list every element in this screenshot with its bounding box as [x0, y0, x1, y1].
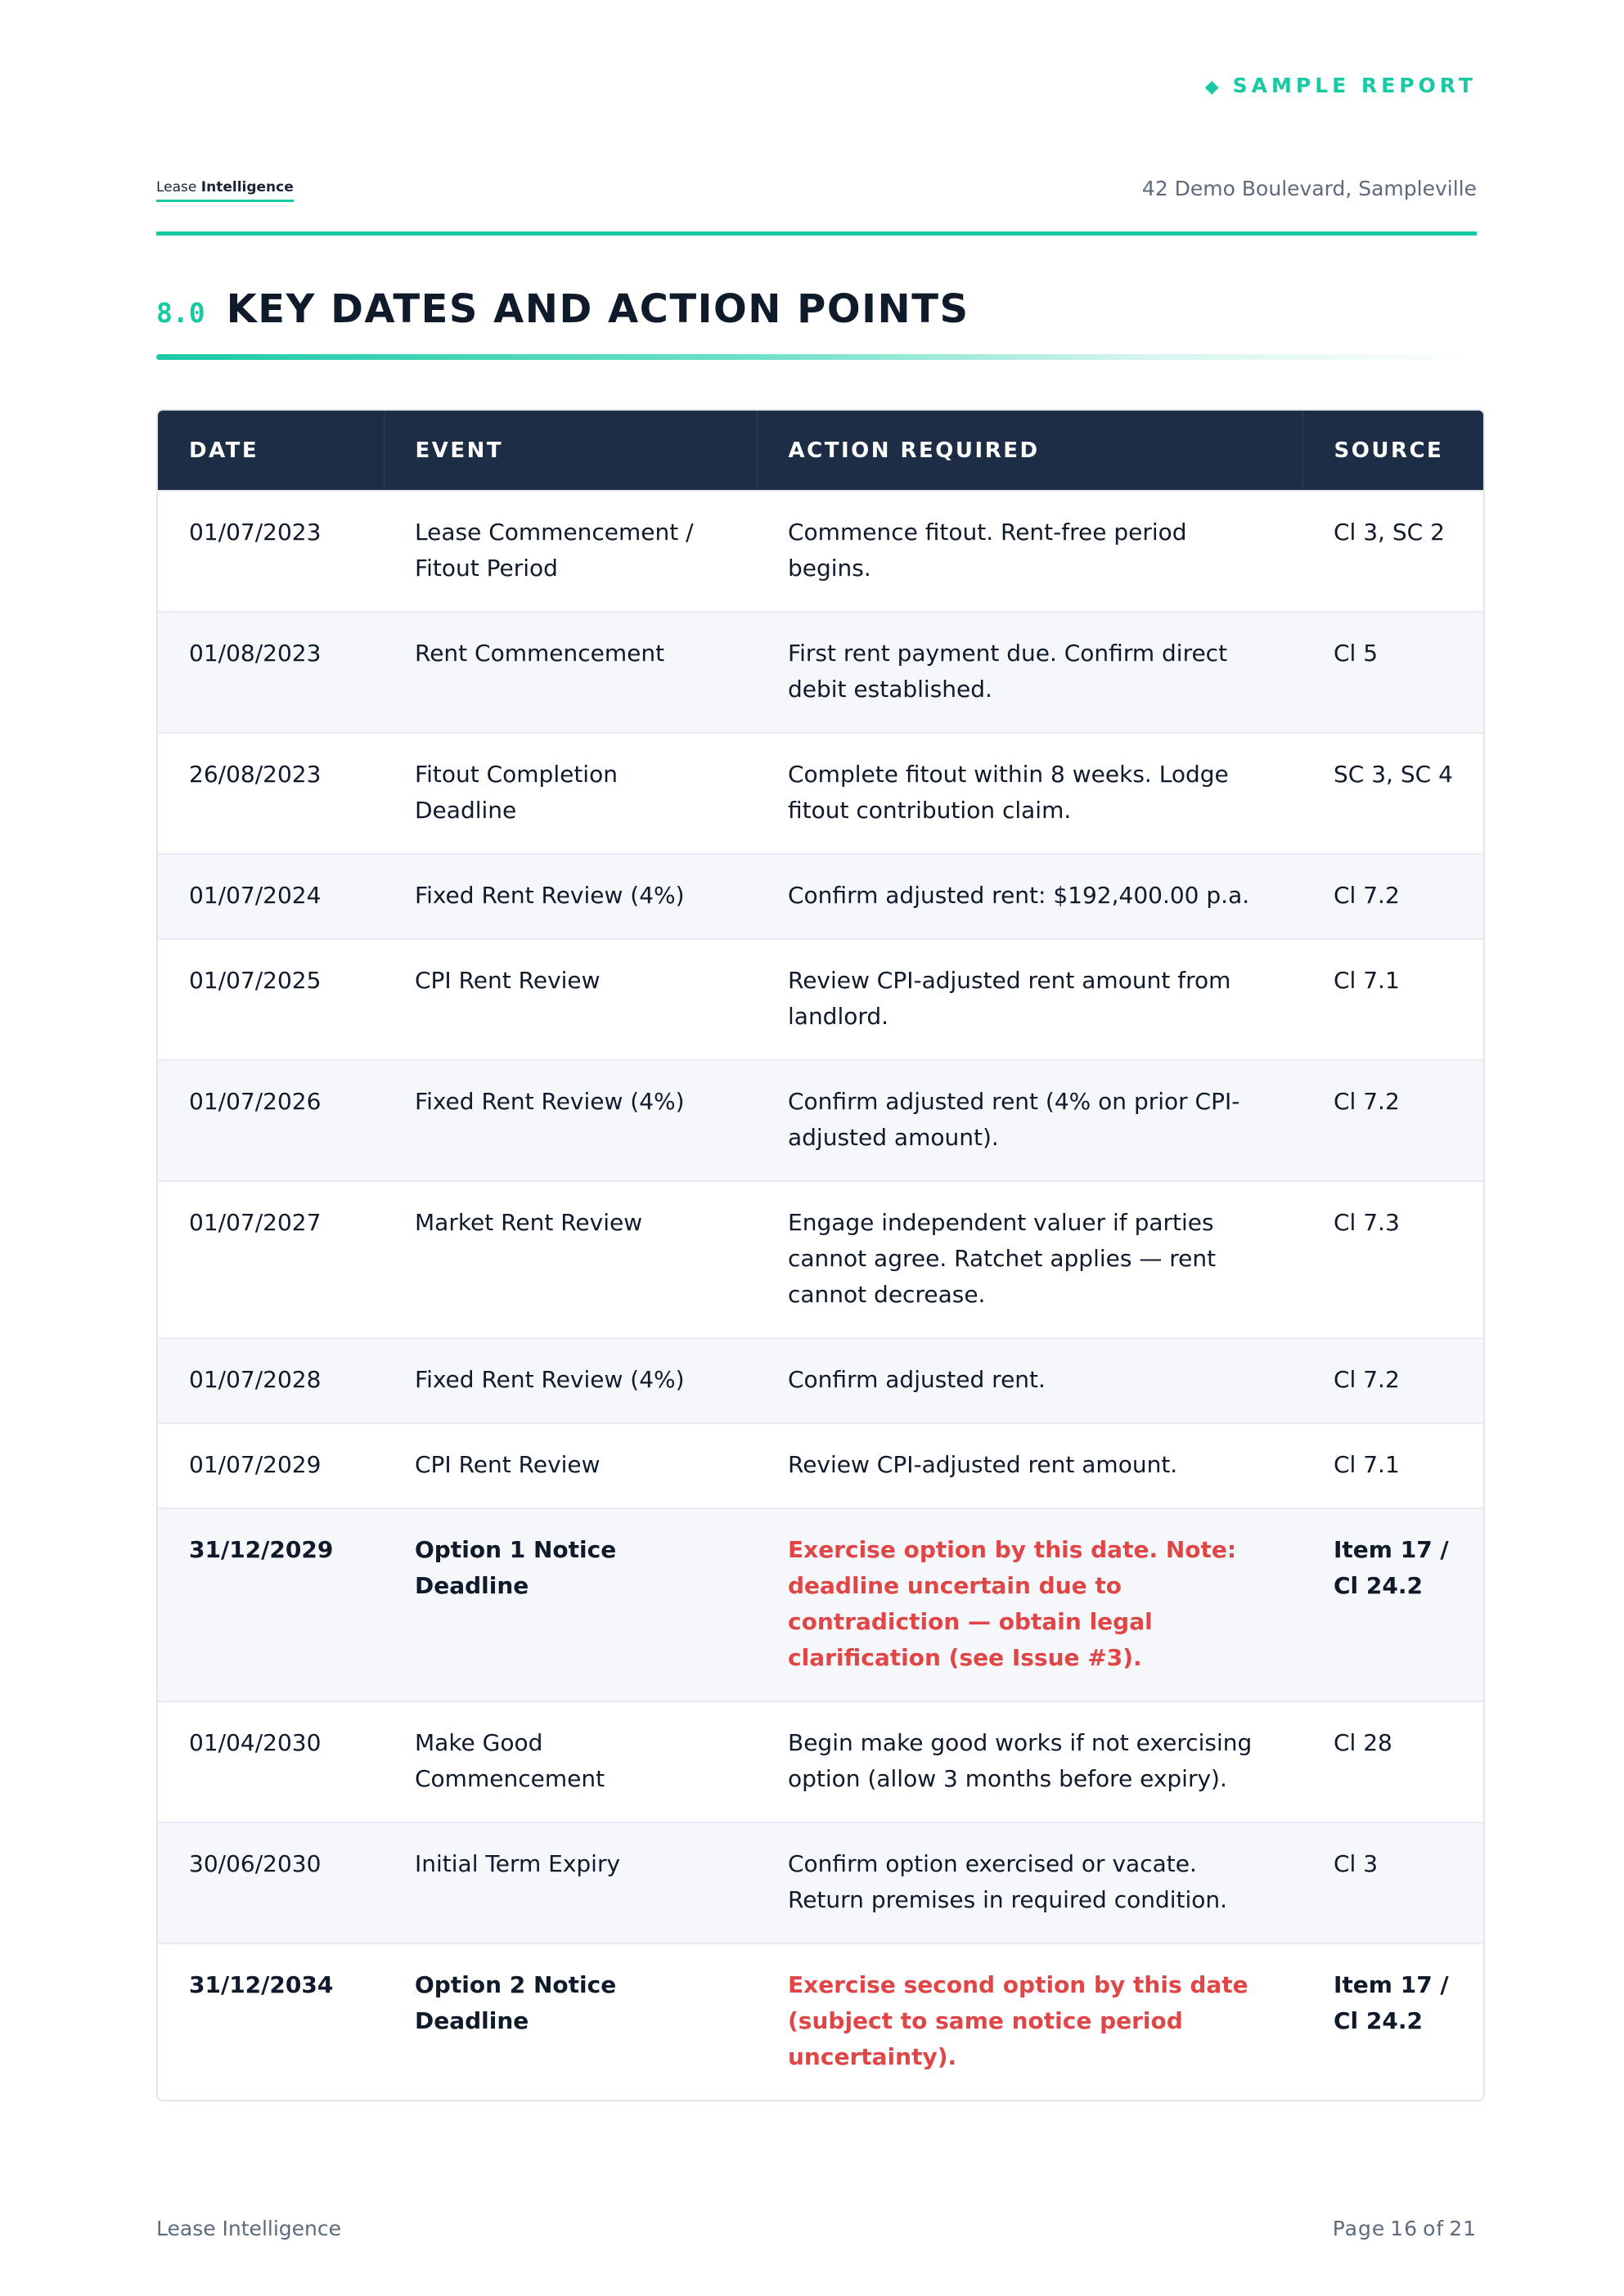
event-cell: Initial Term Expiry	[384, 1822, 757, 1943]
footer-brand: Lease Intelligence	[156, 2217, 342, 2240]
source-cell: Cl 7.2	[1302, 854, 1485, 939]
action-cell: Confirm adjusted rent.	[757, 1338, 1302, 1423]
logo-light-text: Lease	[156, 179, 197, 195]
event-cell: Market Rent Review	[384, 1181, 757, 1338]
table-row	[158, 733, 1485, 854]
diamond-icon: ◆	[1204, 77, 1223, 97]
action-cell: Commence fitout. Rent-free period begins.	[757, 491, 1302, 612]
source-cell: Item 17 / Cl 24.2	[1302, 1508, 1485, 1701]
event-cell: Lease Commencement / Fitout Period	[384, 491, 757, 612]
date-cell: 01/07/2029	[158, 1423, 384, 1508]
action-cell: Begin make good works if not exercising option (allow 3 months before expiry).	[757, 1701, 1302, 1822]
table-row	[158, 1701, 1485, 1822]
action-cell: Engage independent valuer if parties cannot agree. Ratchet applies — rent cannot decrease.	[757, 1181, 1302, 1338]
source-cell: Cl 5	[1302, 612, 1485, 733]
table-row	[158, 491, 1485, 612]
date-cell: 31/12/2034	[158, 1943, 384, 2100]
action-cell: Confirm option exercised or vacate. Return premises in required condition.	[757, 1822, 1302, 1943]
column-header-date: DATE	[158, 411, 384, 491]
source-cell: Cl 3	[1302, 1822, 1485, 1943]
header-divider	[156, 231, 1477, 236]
source-cell: Cl 7.2	[1302, 1338, 1485, 1423]
table-row	[158, 1060, 1485, 1181]
property-address: 42 Demo Boulevard, Sampleville	[1141, 177, 1477, 200]
event-cell: Fixed Rent Review (4%)	[384, 854, 757, 939]
table-row	[158, 1338, 1485, 1423]
action-cell: First rent payment due. Confirm direct debit established.	[757, 612, 1302, 733]
section-heading	[156, 286, 969, 332]
total-pages: 21	[1449, 2217, 1477, 2240]
column-header-source: SOURCE	[1302, 411, 1485, 491]
date-cell: 30/06/2030	[158, 1822, 384, 1943]
date-cell: 01/07/2025	[158, 939, 384, 1060]
date-cell: 31/12/2029	[158, 1508, 384, 1701]
column-header-event: EVENT	[384, 411, 757, 491]
page-word: Page	[1332, 2217, 1386, 2240]
event-cell: CPI Rent Review	[384, 939, 757, 1060]
badge-label: SAMPLE REPORT	[1232, 74, 1477, 97]
event-cell: Option 2 Notice Deadline	[384, 1943, 757, 2100]
event-cell: Rent Commencement	[384, 612, 757, 733]
column-header-action: ACTION REQUIRED	[757, 411, 1302, 491]
date-cell: 01/07/2028	[158, 1338, 384, 1423]
title-underline	[156, 354, 1477, 360]
date-cell: 01/07/2023	[158, 491, 384, 612]
action-cell: Complete fitout within 8 weeks. Lodge fitout contribution claim.	[757, 733, 1302, 854]
event-cell: Fitout Completion Deadline	[384, 733, 757, 854]
table-row	[158, 612, 1485, 733]
table-row	[158, 1423, 1485, 1508]
source-cell: Cl 7.1	[1302, 939, 1485, 1060]
logo	[156, 178, 294, 202]
source-cell: Cl 7.1	[1302, 1423, 1485, 1508]
table-row	[158, 939, 1485, 1060]
table-header-row	[158, 411, 1485, 491]
date-cell: 01/07/2026	[158, 1060, 384, 1181]
date-cell: 26/08/2023	[158, 733, 384, 854]
date-cell: 01/07/2027	[158, 1181, 384, 1338]
table-row	[158, 854, 1485, 939]
key-dates-table	[156, 409, 1485, 2101]
date-cell: 01/07/2024	[158, 854, 384, 939]
action-cell: Exercise second option by this date (subject to same notice period uncertainty).	[757, 1943, 1302, 2100]
report-badge	[1205, 74, 1477, 97]
action-cell: Review CPI-adjusted rent amount from landlord.	[757, 939, 1302, 1060]
source-cell: Item 17 / Cl 24.2	[1302, 1943, 1485, 2100]
logo-bold-text: Intelligence	[200, 179, 294, 195]
event-cell: Fixed Rent Review (4%)	[384, 1060, 757, 1181]
source-cell: SC 3, SC 4	[1302, 733, 1485, 854]
table-row	[158, 1822, 1485, 1943]
event-cell: Make Good Commencement	[384, 1701, 757, 1822]
event-cell: Fixed Rent Review (4%)	[384, 1338, 757, 1423]
event-cell: CPI Rent Review	[384, 1423, 757, 1508]
section-title: KEY DATES AND ACTION POINTS	[226, 286, 969, 332]
action-cell: Confirm adjusted rent: $192,400.00 p.a.	[757, 854, 1302, 939]
of-word: of	[1423, 2217, 1445, 2240]
page-number	[1328, 2217, 1477, 2240]
source-cell: Cl 7.2	[1302, 1060, 1485, 1181]
table-row	[158, 1943, 1485, 2100]
current-page: 16	[1390, 2217, 1419, 2240]
source-cell: Cl 7.3	[1302, 1181, 1485, 1338]
action-cell: Exercise option by this date. Note: deadline uncertain due to contradiction — obtain legal clarification (see Issue #3).	[757, 1508, 1302, 1701]
event-cell: Option 1 Notice Deadline	[384, 1508, 757, 1701]
action-cell: Review CPI-adjusted rent amount.	[757, 1423, 1302, 1508]
section-number: 8.0	[156, 297, 205, 329]
action-cell: Confirm adjusted rent (4% on prior CPI-adjusted amount).	[757, 1060, 1302, 1181]
table-row	[158, 1181, 1485, 1338]
date-cell: 01/04/2030	[158, 1701, 384, 1822]
source-cell: Cl 28	[1302, 1701, 1485, 1822]
table-row	[158, 1508, 1485, 1701]
date-cell: 01/08/2023	[158, 612, 384, 733]
source-cell: Cl 3, SC 2	[1302, 491, 1485, 612]
